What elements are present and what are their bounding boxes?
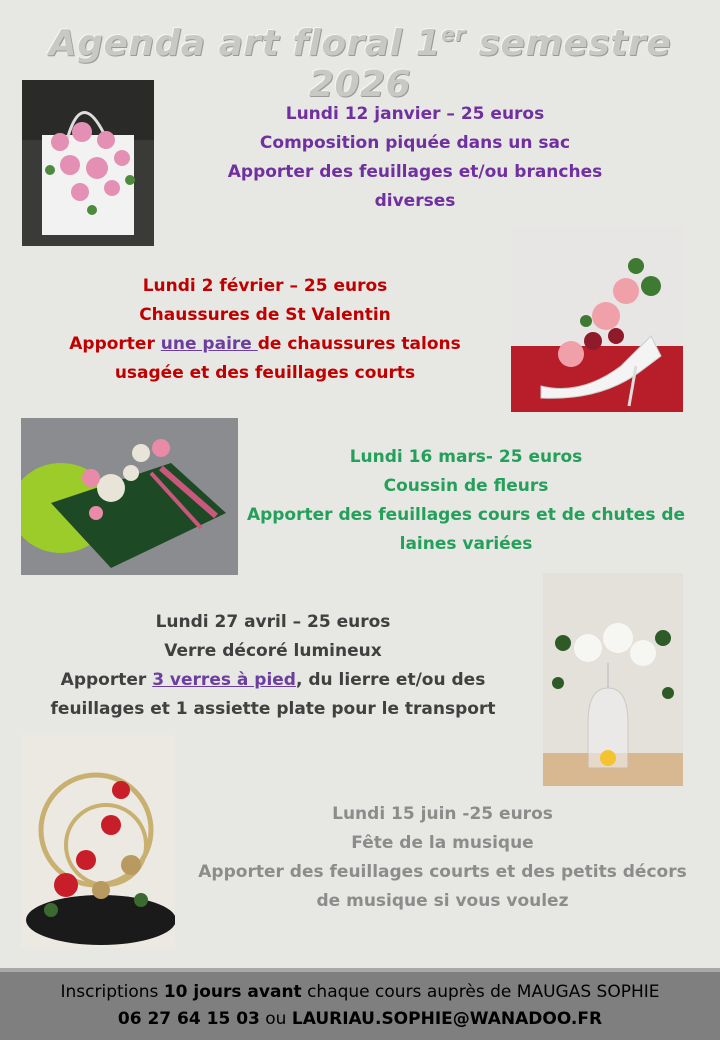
photo-glass-arrangement	[543, 573, 683, 786]
event-title: Fête de la musique	[351, 833, 534, 853]
event-date: Lundi 16 mars- 25 euros	[349, 447, 583, 467]
event-date: Lundi 15 juin -25 euros	[332, 804, 553, 824]
photo-shoe-arrangement	[511, 226, 683, 412]
event-instructions: Apporter des feuillages courts et des petits décors	[198, 862, 687, 882]
event-instructions: Apporter une paire de chaussures talons	[69, 334, 461, 354]
event-instructions: Apporter des feuillages et/ou branches	[227, 162, 603, 182]
event-april	[40, 608, 506, 724]
event-june	[190, 800, 695, 916]
phone-number: 06 27 64 15 03	[117, 1009, 260, 1029]
event-instructions-cont: usagée et des feuillages courts	[114, 363, 416, 383]
photo-music-arrangement	[21, 735, 175, 948]
underlined-item: 3 verres à pied	[152, 670, 296, 690]
photo-bag-arrangement	[22, 80, 154, 246]
event-instructions: Apporter 3 verres à pied, du lierre et/ou des	[60, 670, 486, 690]
event-march	[240, 443, 692, 559]
event-instructions-cont: diverses	[374, 191, 456, 211]
event-instructions-cont: feuillages et 1 assiette plate pour le transport	[50, 699, 496, 719]
event-instructions-cont: laines variées	[399, 534, 533, 554]
event-instructions-cont: de musique si vous voulez	[316, 891, 569, 911]
underlined-item: une paire	[160, 334, 258, 354]
registration-info: Inscriptions 10 jours avant chaque cours auprès de MAUGAS SOPHIE	[60, 982, 660, 1002]
event-date: Lundi 12 janvier – 25 euros	[285, 104, 545, 124]
contact-line: 06 27 64 15 03 ou LAURIAU.SOPHIE@WANADOO.FR	[117, 1009, 603, 1029]
footer-contact	[0, 968, 720, 1040]
event-title: Verre décoré lumineux	[164, 641, 382, 661]
event-february	[40, 272, 490, 388]
event-title: Composition piquée dans un sac	[259, 133, 571, 153]
event-january	[190, 100, 640, 216]
event-instructions: Apporter des feuillages cours et de chutes de	[246, 505, 686, 525]
email-address: LAURIAU.SOPHIE@WANADOO.FR	[291, 1009, 603, 1029]
event-date: Lundi 2 février – 25 euros	[142, 276, 388, 296]
event-title: Chaussures de St Valentin	[139, 305, 391, 325]
event-date: Lundi 27 avril – 25 euros	[155, 612, 391, 632]
photo-cushion-arrangement	[21, 418, 238, 575]
page-title: Agenda art floral 1er semestre 2026	[48, 22, 672, 105]
event-title: Coussin de fleurs	[383, 476, 549, 496]
